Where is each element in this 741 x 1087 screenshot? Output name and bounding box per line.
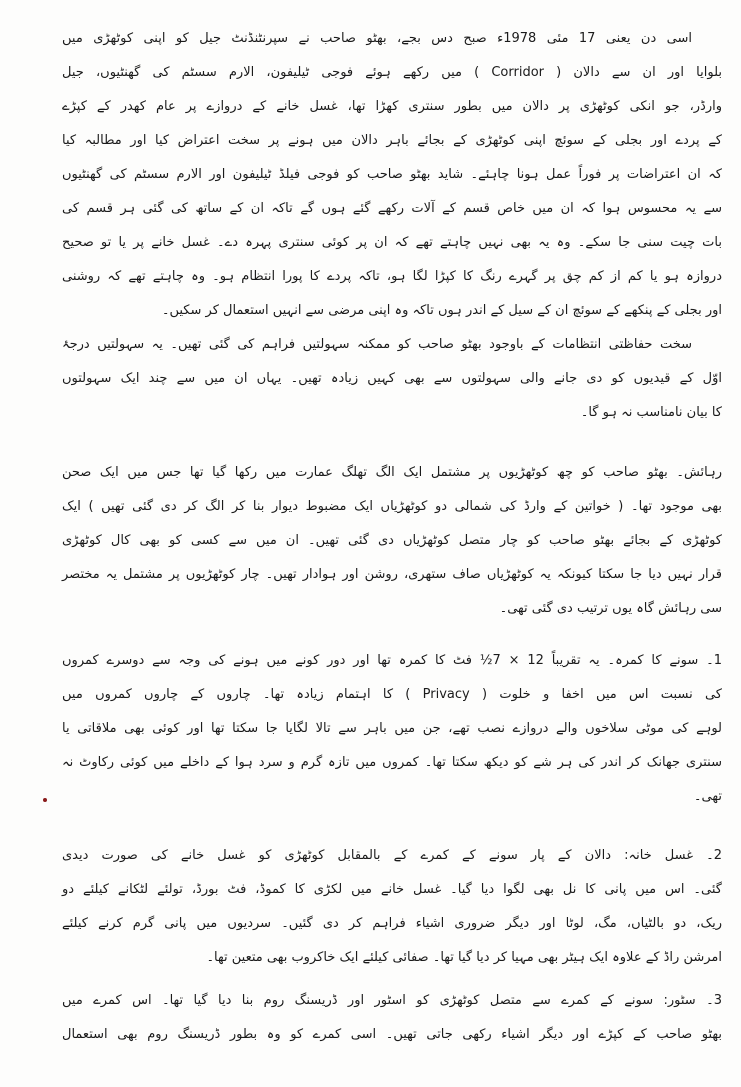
text-line: کہ ان اعتراضات پر فوراً عمل ہونا چاہئے۔ شاید بھٹو صاحب کو فوجی فیلڈ ٹیلیفون اور الارم سسٹم کی گھنٹیوں <box>62 167 722 182</box>
paragraph-bathroom <box>62 839 722 975</box>
text-line: اوّل کے قیدیوں کو دی جانے والی سہولتوں سے بھی کہیں زیادہ تھیں۔ یہاں ان میں سے چند ایک سہولتوں <box>62 371 722 386</box>
text-line: اسی دن یعنی 17 مئی 1978ء صبح دس بجے، بھٹو صاحب نے سپرنٹنڈنٹ جیل کو اپنی کوٹھڑی میں <box>62 31 692 46</box>
text-line: کوٹھڑی کے بجائے بھٹو صاحب کو چار متصل کوٹھڑیاں دی گئی تھیں۔ ان میں سے کسی کو بھی کال کوٹھڑی <box>62 533 722 548</box>
text-line: قرار نہیں دیا جا سکتا کیونکہ یہ کوٹھڑیاں صاف ستھری، روشن اور ہوادار تھیں۔ چار کوٹھڑیوں پر مشتمل یہ مختصر <box>62 567 722 582</box>
text-line: رہائش۔ بھٹو صاحب کو چھ کوٹھڑیوں پر مشتمل ایک الگ تھلگ عمارت میں رکھا گیا تھا جس میں ایک صحن <box>62 465 722 480</box>
paragraph-intro <box>62 22 722 328</box>
text-line: وارڈر، جو انکی کوٹھڑی پر دالان میں بطور سنتری کھڑا تھا، غسل خانے کے دروازے پر عام کھدر کے کپڑے <box>62 99 722 114</box>
text-line: تھی۔ <box>693 789 722 804</box>
text-line: سے یہ محسوس ہوا کہ ان میں خاص قسم کے آلات رکھے گئے ہوں گے تاکہ ان کے ساتھ کی گئی ہر قسم کی <box>62 201 722 216</box>
text-line: کی نسبت اس میں اخفا و خلوت ( Privacy ) کا اہتمام زیادہ تھا۔ چاروں کے چاروں کمروں میں <box>62 687 722 702</box>
text-line: امرشن راڈ کے علاوہ ایک ہیٹر بھی مہیا کر دیا گیا تھا۔ صفائی کیلئے ایک خاکروب بھی متعین تھا۔ <box>206 950 722 965</box>
text-line: 1۔ سونے کا کمرہ۔ یہ تقریباً 12 × 7½ فٹ کا کمرہ تھا اور دور کونے میں ہونے کی وجہ سے دوسرے کمروں <box>62 653 722 668</box>
text-line: دروازہ ہو یا کم از کم چق پر گہرے رنگ کا کپڑا لگا ہو، تاکہ پردے کا پورا انتظام ہو۔ وہ چاہتے تھے کہ روشنی <box>62 269 722 284</box>
text-line: بھٹو صاحب کے کپڑے اور دیگر اشیاء رکھی جاتی تھیں۔ اسی کمرے کو وہ بطور ڈریسنگ روم بھی استعمال <box>62 1027 722 1042</box>
text-line: 3۔ سٹور: سونے کے کمرے سے متصل کوٹھڑی کو اسٹور اور ڈریسنگ روم بنا دیا گیا تھا۔ اس کمرے میں <box>62 993 722 1008</box>
text-line: بھی موجود تھا۔ ( خواتین کے وارڈ کی شمالی دو کوٹھڑیاں ایک مضبوط دیوار بنا کر الگ کر دی گئی تھیں ) ایک <box>62 499 722 514</box>
text-line: کا بیان نامناسب نہ ہو گا۔ <box>580 405 722 420</box>
text-line: لوہے کی موٹی سلاخوں والے دروازے نصب تھے، جن میں باہر سے تالا لگایا جا سکتا تھا اور کوئی بھی ملاقاتی یا <box>62 721 722 736</box>
paragraph-facilities <box>62 328 722 430</box>
text-line: سنتری جھانک کر اندر کی ہر شے کو دیکھ سکتا تھا۔ کمروں میں تازہ گرم و سرد ہوا کے داخلے میں کوئی رکاوٹ نہ <box>62 755 722 770</box>
text-line: بلوایا اور ان سے دالان ( Corridor ) میں رکھے ہوئے فوجی ٹیلیفون، الارم سسٹم کی گھنٹیوں، جیل <box>62 65 722 80</box>
text-line: سی رہائش گاہ یوں ترتیب دی گئی تھی۔ <box>499 601 722 616</box>
text-line: بات چیت سنی جا سکے۔ وہ یہ بھی نہیں چاہتے تھے کہ ان پر کوئی سنتری پہرہ دے۔ غسل خانے پر یا تو صحیح <box>62 235 722 250</box>
text-line: 2۔ غسل خانہ: دالان کے پار سونے کے کمرے کے بالمقابل کوٹھڑی کو غسل خانے کی صورت دیدی <box>62 848 722 863</box>
text-line: ریک، دو بالٹیاں، مگ، لوٹا اور دیگر ضروری اشیاء فراہم کر دی گئیں۔ سردیوں میں پانی گرم کرنے کیلئے <box>62 916 722 931</box>
ink-spot <box>43 798 47 802</box>
text-line: گئی۔ اس میں پانی کا نل بھی لگوا دیا گیا۔ غسل خانے میں لکڑی کا کموڈ، فٹ بورڈ، تولئے لٹکانے کیلئے دو <box>62 882 722 897</box>
text-line: کے پردے اور بجلی کے سوئچ اپنی کوٹھڑی کے بجائے باہر دالان میں ہونے پر سخت اعتراض کیا اور مطالبہ کیا <box>62 133 722 148</box>
text-line: سخت حفاظتی انتظامات کے باوجود بھٹو صاحب کو ممکنہ سہولتیں فراہم کی گئی تھیں۔ یہ سہولتیں درجۂ <box>62 337 692 352</box>
paragraph-residence <box>62 456 722 626</box>
paragraph-store <box>62 984 722 1052</box>
paragraph-bedroom <box>62 644 722 814</box>
text-line: اور بجلی کے پنکھے کے سوئچ ان کے سیل کے اندر ہوں تاکہ وہ اپنی مرضی سے انہیں استعمال کر سکیں۔ <box>161 303 722 318</box>
